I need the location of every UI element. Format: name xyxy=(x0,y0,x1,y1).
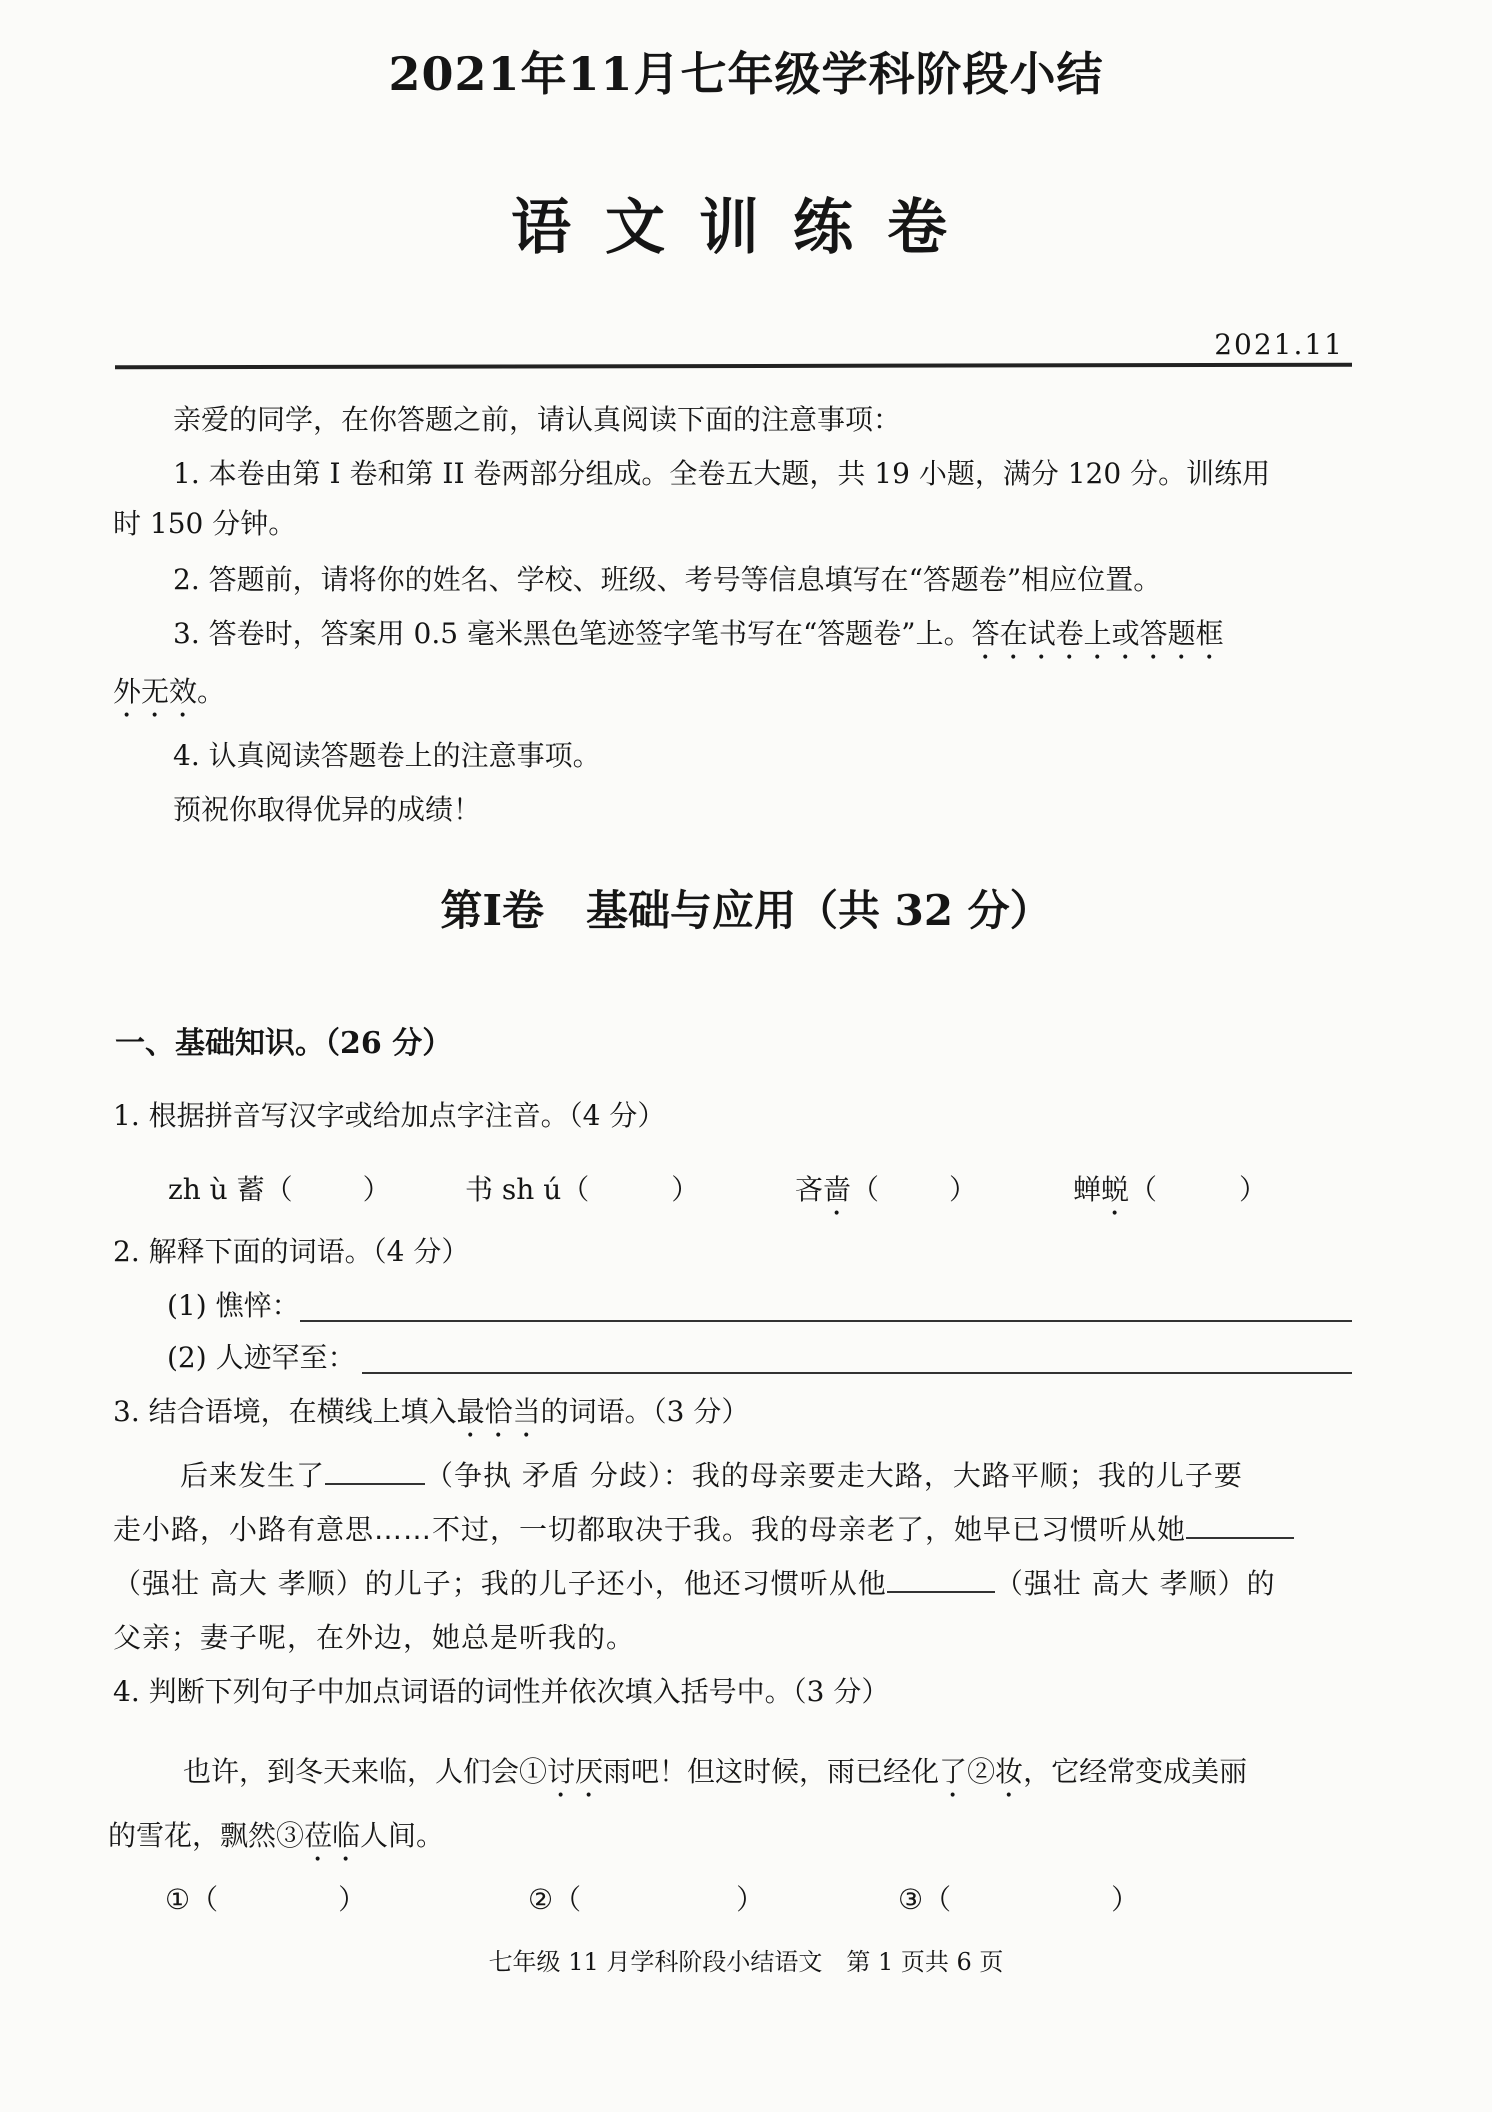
q1-item-1-text: zh ù 蓄（ xyxy=(168,1173,293,1206)
notice-item-1: 1. 本卷由第 I 卷和第 II 卷两部分组成。全卷五大题，共 19 小题，满分 120 分。训练用 xyxy=(173,457,1271,490)
notice-item-3 xyxy=(173,614,1224,666)
section-title: 第Ⅰ卷 基础与应用（共 32 分） xyxy=(440,886,1052,935)
q4-stem: 4. 判断下列句子中加点词语的词性并依次填入括号中。（3 分） xyxy=(113,1675,890,1708)
notice-item-3-text: 3. 答卷时，答案用 0.5 毫米黑色笔迹签字笔书写在“答题卷”上。 xyxy=(173,617,972,650)
q1-item-3-emphasis: 啬 xyxy=(823,1173,852,1206)
q1-item-2 xyxy=(465,1170,699,1210)
q1-stem: 1. 根据拼音写汉字或给加点字注音。（4 分） xyxy=(113,1099,666,1132)
q3-blank-2[interactable] xyxy=(1186,1511,1294,1539)
notice-item-3-emphasis: 答在试卷上或答题框 xyxy=(971,617,1224,650)
q4-emphasis-1: 讨厌 xyxy=(547,1755,604,1788)
q1-item-3 xyxy=(795,1170,977,1222)
q1-item-3-open: （ xyxy=(851,1173,880,1206)
q2-answer-line-1[interactable] xyxy=(300,1320,1352,1322)
q3-stem-pre: 3. 结合语境，在横线上填入 xyxy=(113,1395,457,1428)
q3-stem-emphasis: 最恰当 xyxy=(456,1395,541,1428)
q2-item-1: (1) 憔悴： xyxy=(167,1289,300,1322)
q4-sentence-line-2 xyxy=(108,1816,444,1868)
notice-item-2: 2. 答题前，请将你的姓名、学校、班级、考号等信息填写在“答题卷”相应位置。 xyxy=(173,563,1162,596)
q2-item-2: (2) 人迹罕至： xyxy=(167,1341,356,1374)
notice-intro: 亲爱的同学，在你答题之前，请认真阅读下面的注意事项： xyxy=(173,403,902,436)
q1-item-2-text: 书 sh ú（ xyxy=(465,1173,590,1206)
q3-passage-line-4: 父亲；妻子呢，在外边，她总是听我的。 xyxy=(113,1621,636,1654)
q3-passage-line-3 xyxy=(113,1564,1276,1604)
q3-blank-1[interactable] xyxy=(325,1457,425,1485)
q4-answer-1-label: ①（ xyxy=(165,1883,219,1916)
q4-answer-1 xyxy=(165,1880,366,1920)
part-1-title: 一、基础知识。（26 分） xyxy=(115,1026,453,1061)
q4-emphasis-3: 妆 xyxy=(995,1755,1024,1788)
q4-s1-d: ，它经常变成美丽 xyxy=(1023,1755,1248,1788)
q4-answer-3-close: ） xyxy=(1111,1883,1140,1916)
header-rule xyxy=(115,363,1352,370)
notice-item-3-cont: 外无效。 xyxy=(113,675,226,708)
exam-date: 2021.11 xyxy=(1214,328,1344,361)
page-footer: 七年级 11 月学科阶段小结语文 第 1 页共 6 页 xyxy=(488,1948,1004,1976)
q3-passage-2: 走小路，小路有意思……不过，一切都取决于我。我的母亲老了，她早已习惯听从她 xyxy=(113,1513,1187,1546)
q3-passage-1a: 后来发生了 xyxy=(180,1459,326,1492)
q1-item-4 xyxy=(1073,1170,1267,1222)
q3-passage-3b: （强壮 高大 孝顺）的 xyxy=(994,1567,1276,1600)
q1-item-1-close: ） xyxy=(362,1173,391,1206)
notice-item-1-cont: 时 150 分钟。 xyxy=(113,507,297,540)
q3-blank-3[interactable] xyxy=(887,1565,995,1593)
q3-stem xyxy=(113,1392,749,1444)
q3-passage-3a: （强壮 高大 孝顺）的儿子；我的儿子还小，他还习惯听从他 xyxy=(113,1567,887,1600)
q4-answer-1-close: ） xyxy=(338,1883,367,1916)
q4-answer-3 xyxy=(898,1880,1139,1920)
q4-emphasis-2: 了 xyxy=(939,1755,968,1788)
q1-item-4-open: （ xyxy=(1129,1173,1158,1206)
q4-s2-b: 人间。 xyxy=(360,1819,445,1852)
exam-title: 2021年11月七年级学科阶段小结 xyxy=(388,47,1104,101)
notice-wish: 预祝你取得优异的成绩！ xyxy=(173,793,482,826)
q1-item-3-pre: 吝 xyxy=(795,1173,824,1206)
q1-item-4-pre: 蝉 xyxy=(1073,1173,1102,1206)
q3-passage-line-2 xyxy=(113,1510,1294,1550)
q1-item-1 xyxy=(168,1170,391,1210)
q4-emphasis-4: 莅临 xyxy=(304,1819,361,1852)
q4-answer-2-label: ②（ xyxy=(528,1883,582,1916)
q1-item-3-close: ） xyxy=(949,1173,978,1206)
q2-stem: 2. 解释下面的词语。（4 分） xyxy=(113,1235,470,1268)
q3-passage-1b: （争执 矛盾 分歧）：我的母亲要走大路，大路平顺；我的儿子要 xyxy=(425,1459,1243,1492)
q4-s1-b: 雨吧！但这时候，雨已经化 xyxy=(603,1755,940,1788)
q4-answer-3-label: ③（ xyxy=(898,1883,952,1916)
q1-item-4-emphasis: 蜕 xyxy=(1101,1173,1130,1206)
q4-s2-a: 的雪花，飘然③ xyxy=(108,1819,305,1852)
q2-answer-line-2[interactable] xyxy=(362,1372,1352,1374)
notice-item-4: 4. 认真阅读答题卷上的注意事项。 xyxy=(173,739,601,772)
q4-answer-2 xyxy=(528,1880,764,1920)
q1-item-4-close: ） xyxy=(1239,1173,1268,1206)
q4-sentence-line-1 xyxy=(183,1752,1247,1804)
exam-subtitle: 语文训练卷 xyxy=(511,193,981,263)
q1-item-2-close: ） xyxy=(671,1173,700,1206)
q3-passage-line-1 xyxy=(180,1456,1243,1496)
q4-s1-c: ② xyxy=(967,1755,996,1788)
q4-s1-a: 也许，到冬天来临，人们会① xyxy=(183,1755,548,1788)
q3-stem-post: 的词语。（3 分） xyxy=(540,1395,750,1428)
q4-answer-2-close: ） xyxy=(736,1883,765,1916)
